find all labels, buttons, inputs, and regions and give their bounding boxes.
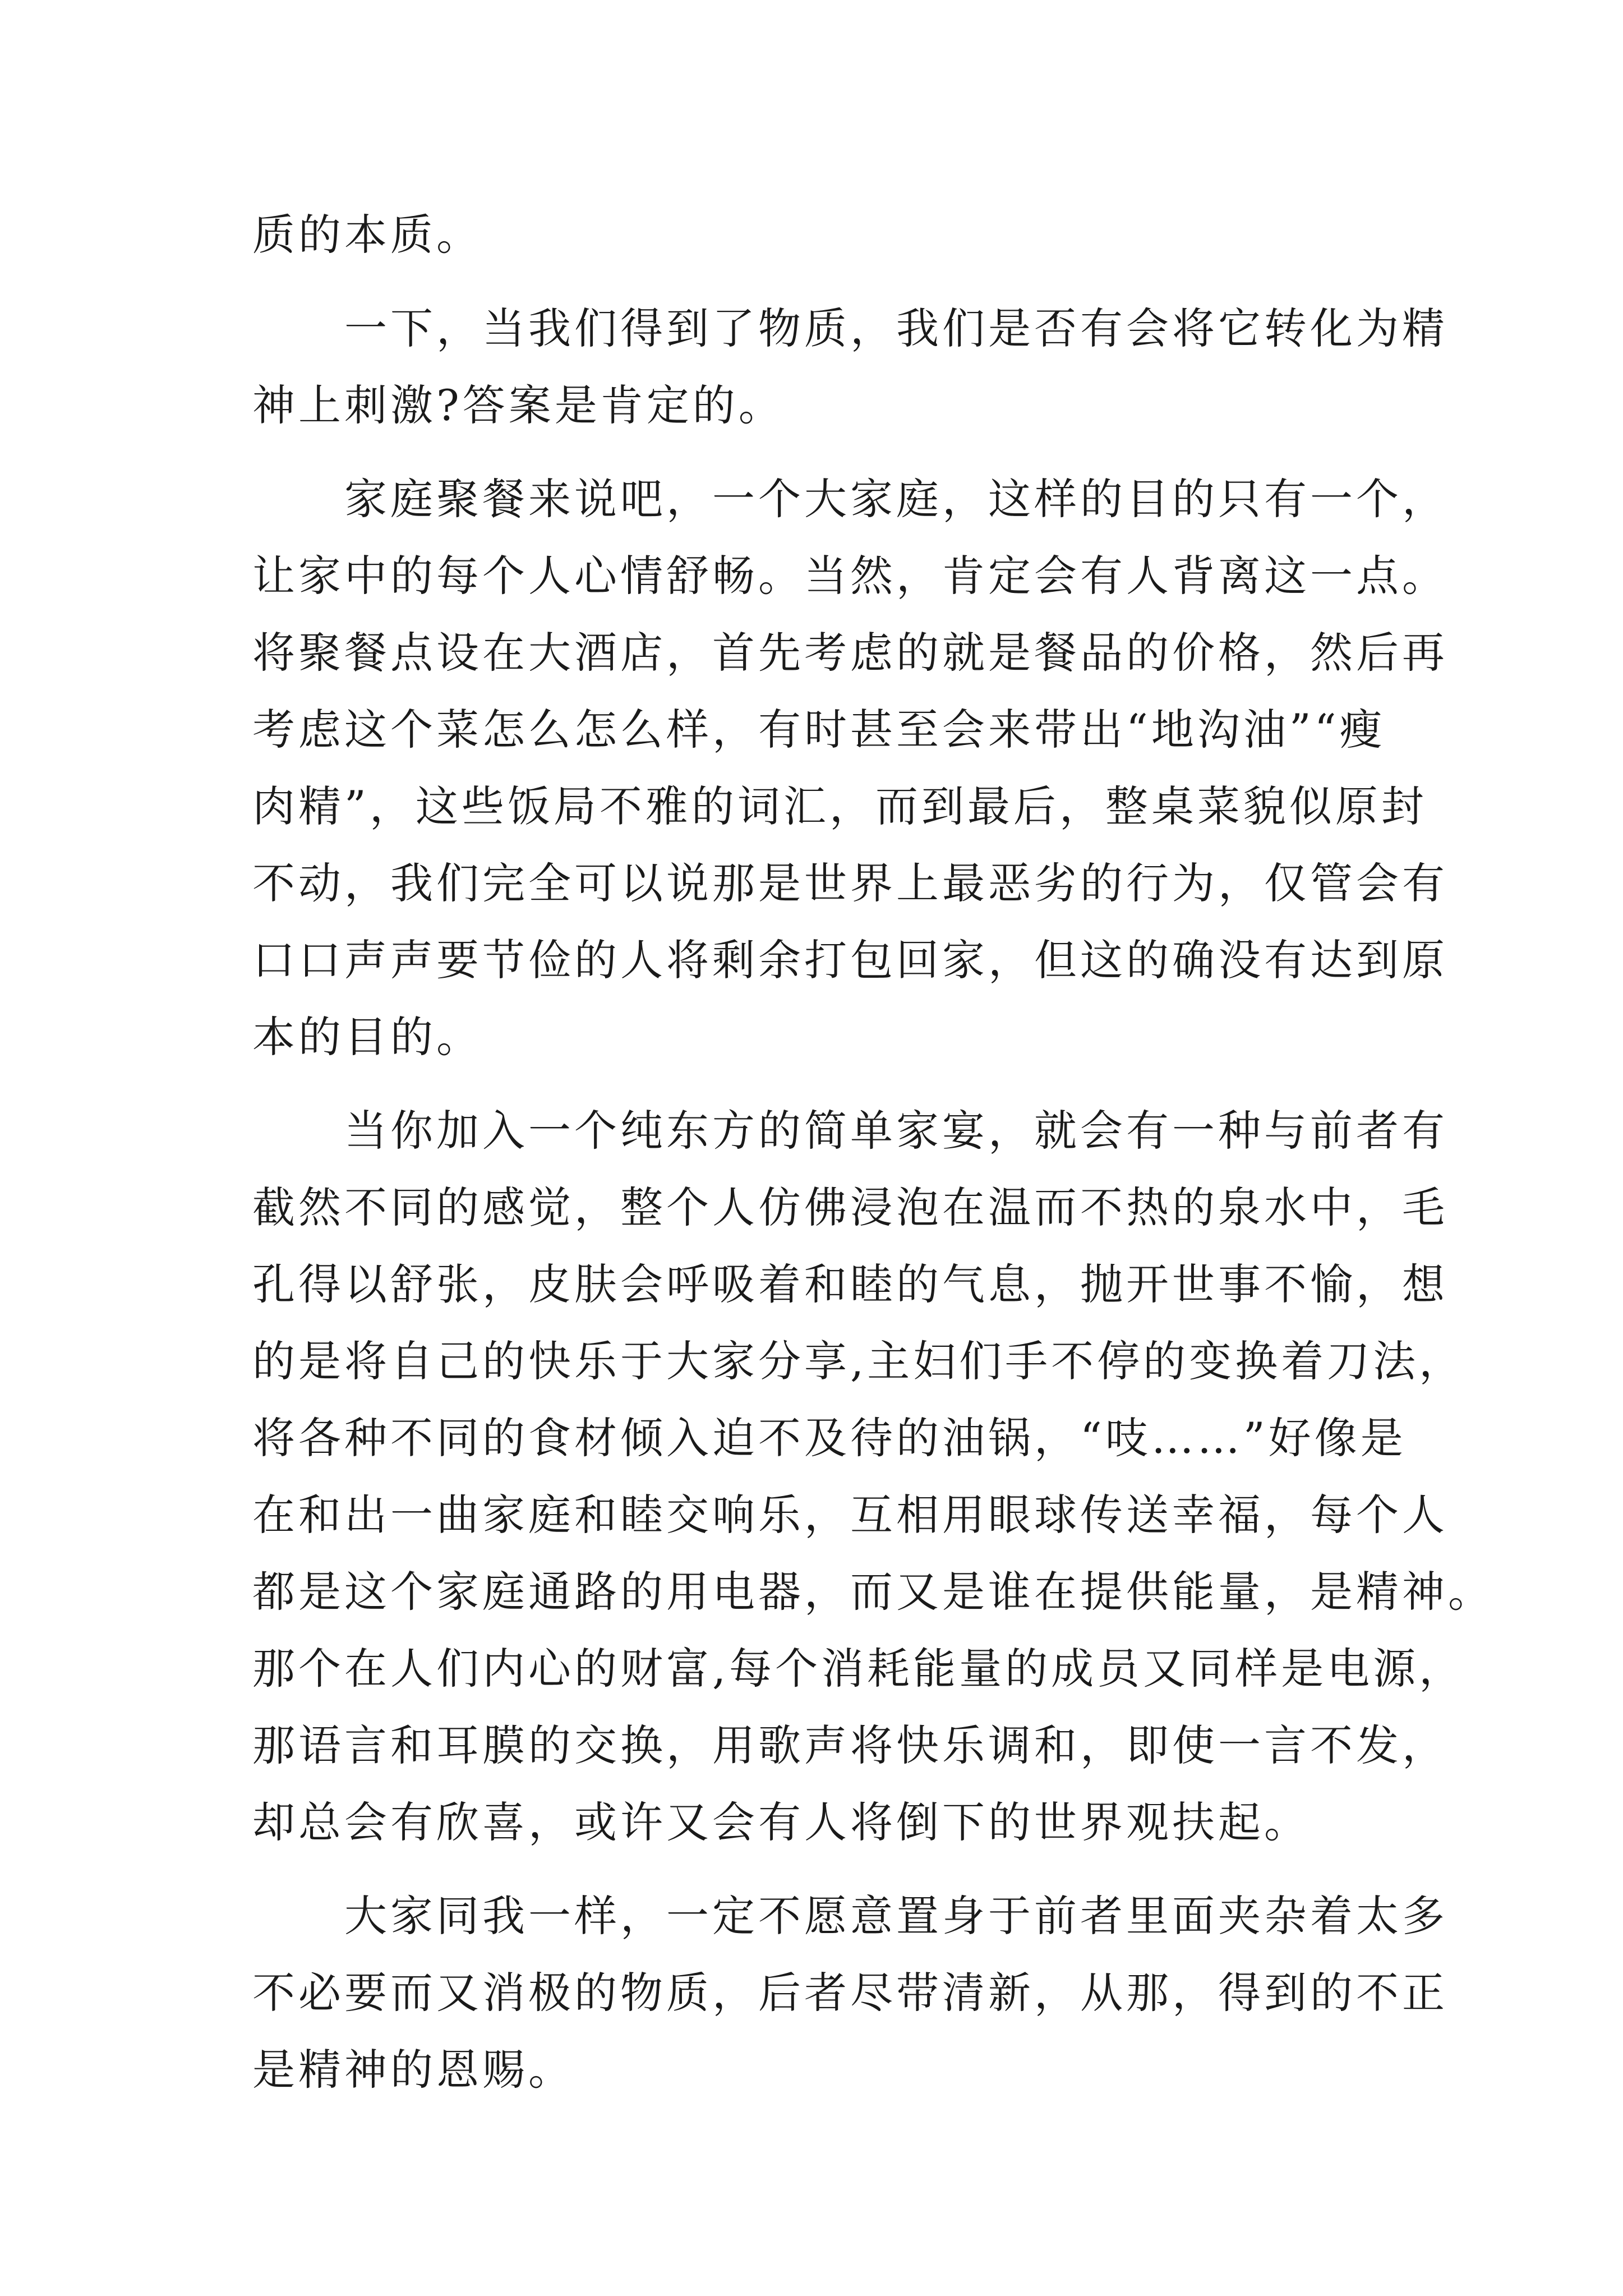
text-line: 将各种不同的食材倾入迫不及待的油锅，“吱……”好像是: [252, 1413, 1407, 1463]
text-line: 考虑这个菜怎么怎么样，有时甚至会来带出“地沟油”“瘦: [252, 705, 1386, 754]
text-line: 大家同我一样，一定不愿意置身于前者里面夹杂着太多: [252, 1891, 1448, 1941]
paragraph: [252, 290, 1448, 444]
text-line: 将聚餐点设在大酒店，首先考虑的就是餐品的价格，然后再: [252, 628, 1448, 678]
text-line: 在和出一曲家庭和睦交响乐，互相用眼球传送幸福，每个人: [252, 1490, 1448, 1540]
text-line: 孔得以舒张，皮肤会呼吸着和睦的气息，抛开世事不愉，想: [252, 1259, 1448, 1309]
text-line: 那个在人们内心的财富,每个消耗能量的成员又同样是电源，: [252, 1644, 1465, 1694]
text-line: 家庭聚餐来说吧，一个大家庭，这样的目的只有一个，: [252, 474, 1448, 524]
text-line: 却总会有欣喜，或许又会有人将倒下的世界观扶起。: [252, 1797, 1310, 1847]
text-line: 当你加入一个纯东方的简单家宴，就会有一种与前者有: [252, 1106, 1448, 1156]
text-line: 肉精”，这些饭局不雅的词汇，而到最后，整桌菜貌似原封: [252, 781, 1427, 831]
text-line: 的是将自己的快乐于大家分享,主妇们手不停的变换着刀法，: [252, 1336, 1465, 1386]
paragraph: [252, 1092, 1494, 1861]
text-line: 截然不同的感觉，整个人仿佛浸泡在温而不热的泉水中，毛: [252, 1182, 1448, 1232]
text-line: 质的本质。: [252, 210, 482, 260]
text-line: 口口声声要节俭的人将剩余打包回家，但这的确没有达到原: [252, 935, 1448, 985]
text-line: 那语言和耳膜的交换，用歌声将快乐调和，即使一言不发，: [252, 1720, 1448, 1770]
text-line: 一下，当我们得到了物质，我们是否有会将它转化为精: [252, 303, 1448, 353]
text-line: 不必要而又消极的物质，后者尽带清新，从那，得到的不正: [252, 1968, 1448, 2018]
paragraph: [252, 1878, 1448, 2108]
text-line: 不动，我们完全可以说那是世界上最恶劣的行为，仅管会有: [252, 858, 1448, 908]
document-body: [252, 196, 1494, 2108]
text-line: 让家中的每个人心情舒畅。当然，肯定会有人背离这一点。: [252, 551, 1448, 601]
text-line: 是精神的恩赐。: [252, 2045, 574, 2095]
paragraph: [252, 461, 1448, 1075]
text-line: 本的目的。: [252, 1012, 482, 1062]
text-line: 神上刺激?答案是肯定的。: [252, 380, 785, 430]
paragraph: [252, 196, 1402, 273]
text-line: 都是这个家庭通路的用电器，而又是谁在提供能量，是精神。: [252, 1567, 1494, 1617]
